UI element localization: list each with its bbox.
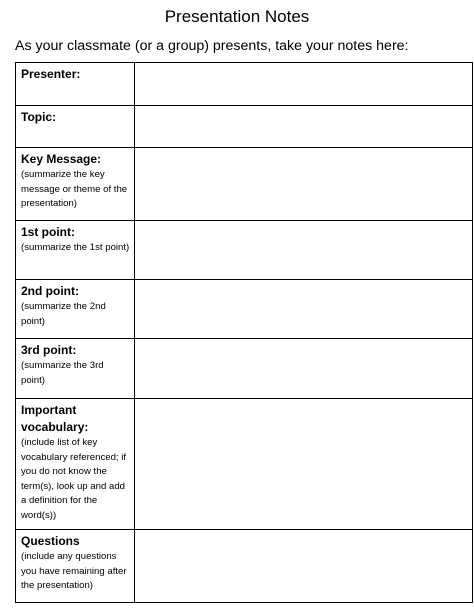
3rd-point-notes-area[interactable]: [135, 339, 473, 399]
row-label: Topic:: [21, 110, 57, 124]
label-cell: [16, 399, 135, 530]
table-row-topic: [16, 106, 473, 148]
table-row-2nd-point: [16, 280, 473, 339]
row-label: 3rd point:: [21, 343, 77, 357]
row-label: Key Message:: [21, 152, 102, 166]
row-hint: (include any questions you have remaining after the presentation): [21, 551, 127, 591]
table-row-key-message: [16, 148, 473, 221]
row-hint: (include list of key vocabulary referenced; if you do not know the term(s), look up and add a definition for the word(s)): [21, 437, 127, 521]
instructions-text: As your classmate (or a group) presents, take your notes here:: [15, 38, 409, 54]
row-label: 2nd point:: [21, 284, 79, 298]
row-label: 1st point:: [21, 225, 75, 239]
table-row-presenter: [16, 63, 473, 106]
row-hint: (summarize the 1st point): [21, 242, 130, 253]
label-cell: [16, 221, 135, 280]
notes-table: [15, 62, 473, 603]
row-hint: (summarize the key message or theme of the presentation): [21, 169, 128, 209]
vocabulary-notes-area[interactable]: [135, 399, 473, 530]
presenter-notes-area[interactable]: [135, 63, 473, 106]
label-cell: [16, 280, 135, 339]
row-label: Important vocabulary:: [21, 403, 89, 434]
label-cell: [16, 339, 135, 399]
topic-notes-area[interactable]: [135, 106, 473, 148]
label-cell: [16, 530, 135, 603]
label-cell: [16, 63, 135, 106]
2nd-point-notes-area[interactable]: [135, 280, 473, 339]
questions-notes-area[interactable]: [135, 530, 473, 603]
table-row-3rd-point: [16, 339, 473, 399]
1st-point-notes-area[interactable]: [135, 221, 473, 280]
key-message-notes-area[interactable]: [135, 148, 473, 221]
row-label: Presenter:: [21, 67, 81, 81]
table-row-questions: [16, 530, 473, 603]
table-row-important-vocabulary: [16, 399, 473, 530]
row-hint: (summarize the 2nd point): [21, 301, 106, 327]
label-cell: [16, 148, 135, 221]
table-row-1st-point: [16, 221, 473, 280]
page-title: Presentation Notes: [164, 7, 310, 26]
label-cell: [16, 106, 135, 148]
row-hint: (summarize the 3rd point): [21, 360, 104, 386]
row-label: Questions: [21, 534, 80, 548]
